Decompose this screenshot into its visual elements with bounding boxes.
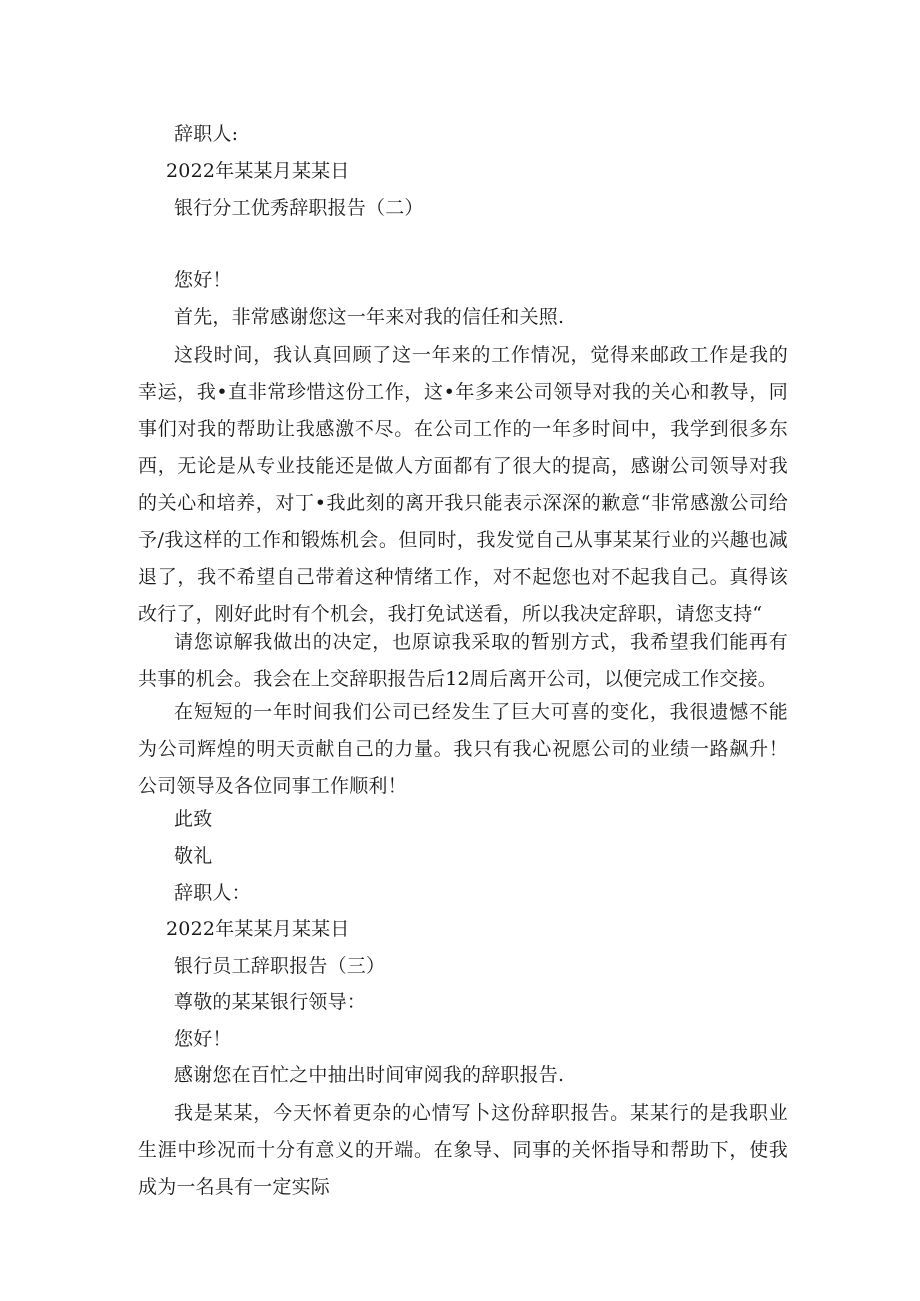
date-line-1: 2022年某某月某某日 — [166, 160, 350, 182]
body-paragraph-1: 这段时间，我认真回顾了这一年来的工作情况，觉得来邮政工作是我的幸运，我•直非常珍惜这份工作，这•年多来公司领导对我的关心和教导，同事们对我的帮助让我感激不尽。在公司工作的一年多时间中，我学到很多东西，无论是从专业技能还是做人方面都有了很大的提高，感谢公司领导对我的关心和培养，对丁•我此刻的离开我只能表示深深的歉意“非常感激公司给予/我这样的工作和锻炼机会。但同时，我发觉自己从事某某行业的兴趣也减退了，我不希望自己带着这种情绪工作，对不起您也对不起我自己。真得该改行了，刚好此时有个机会，我打免试送看，所以我决定辞职，请您支持“ — [138, 344, 788, 625]
body-paragraph-3: 在短短的一年时间我们公司已经发生了巨大可喜的变化，我很遗憾不能为公司辉煌的明天贡献自己的力量。我只有我心祝愿公司的业绩一路飙升！公司领导及各位同事工作顺利！ — [138, 701, 788, 797]
report-title-3: 银行员工辞职报告（三） — [174, 955, 386, 977]
salutation-3: 尊敬的某某银行领导： — [174, 991, 367, 1013]
date-line-2: 2022年某某月某某日 — [166, 918, 350, 940]
body-paragraph-2: 请您谅解我做出的决定，也原谅我采取的暂别方式，我希望我们能再有共事的机会。我会在上交辞职报告后12周后离开公司，以便完成工作交接。 — [138, 631, 788, 690]
resigner-label-2: 辞职人： — [174, 882, 251, 904]
greeting-3: 您好！ — [174, 1028, 232, 1050]
thanks-line-1: 首先，非常感谢您这一年来对我的信任和关照. — [174, 306, 565, 328]
body-paragraph-4: 我是某某，今天怀着更杂的心情写卜这份辞职报告。某某行的是我职业生涯中珍况而十分有意义的开端。在象导、同事的关怀指导和帮助下，使我成为一名具有一定实际 — [138, 1102, 788, 1198]
closing-line-1: 此致 — [174, 808, 213, 830]
closing-line-2: 敬礼 — [174, 845, 213, 867]
greeting-1: 您好！ — [174, 269, 232, 291]
thanks-line-3: 感谢您在百忙之中抽出时间审阅我的辞职报告. — [174, 1064, 565, 1086]
resigner-label-1: 辞职人: — [174, 123, 239, 145]
report-title-2: 银行分工优秀辞职报告（二） — [174, 197, 424, 219]
